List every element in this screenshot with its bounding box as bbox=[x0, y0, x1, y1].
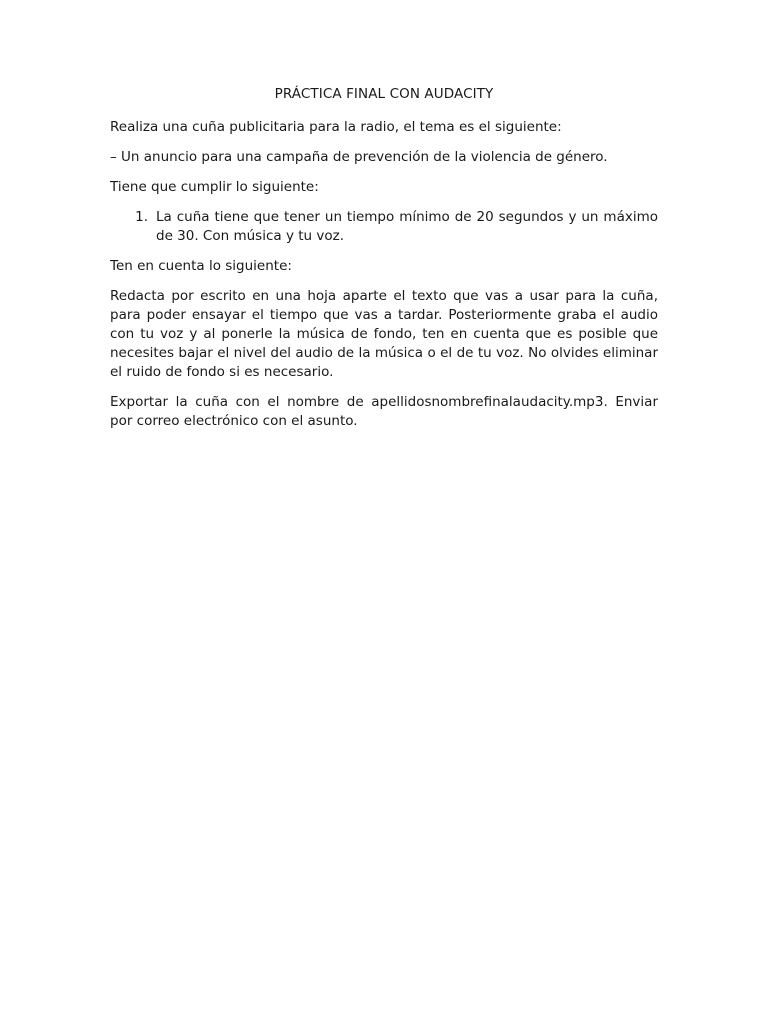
list-item bbox=[110, 208, 658, 246]
notes-paragraph: Redacta por escrito en una hoja aparte el texto que vas a usar para la cuña, para poder ensayar el tiempo que vas a tardar. Posteriormente graba el audio con tu voz y al ponerle la música de fondo, ten en cuenta que es posible que necesites bajar el nivel del audio de la música o el de tu voz. No olvides eliminar el ruido de fondo si es necesario. bbox=[110, 288, 658, 380]
document-title: PRÁCTICA FINAL CON AUDACITY bbox=[274, 86, 494, 102]
topic-paragraph: – Un anuncio para una campaña de prevención de la violencia de género. bbox=[110, 149, 608, 165]
requirements-list bbox=[110, 208, 658, 246]
list-item-text: La cuña tiene que tener un tiempo mínimo de 20 segundos y un máximo de 30. Con música y tu voz. bbox=[156, 209, 658, 244]
list-item-number: 1. bbox=[135, 209, 148, 225]
requirements-heading: Tiene que cumplir lo siguiente: bbox=[110, 179, 319, 195]
export-paragraph: Exportar la cuña con el nombre de apellidosnombrefinalaudacity.mp3. Enviar por correo electrónico con el asunto. bbox=[110, 394, 658, 429]
notes-heading: Ten en cuenta lo siguiente: bbox=[110, 258, 292, 274]
intro-paragraph: Realiza una cuña publicitaria para la radio, el tema es el siguiente: bbox=[110, 119, 562, 135]
